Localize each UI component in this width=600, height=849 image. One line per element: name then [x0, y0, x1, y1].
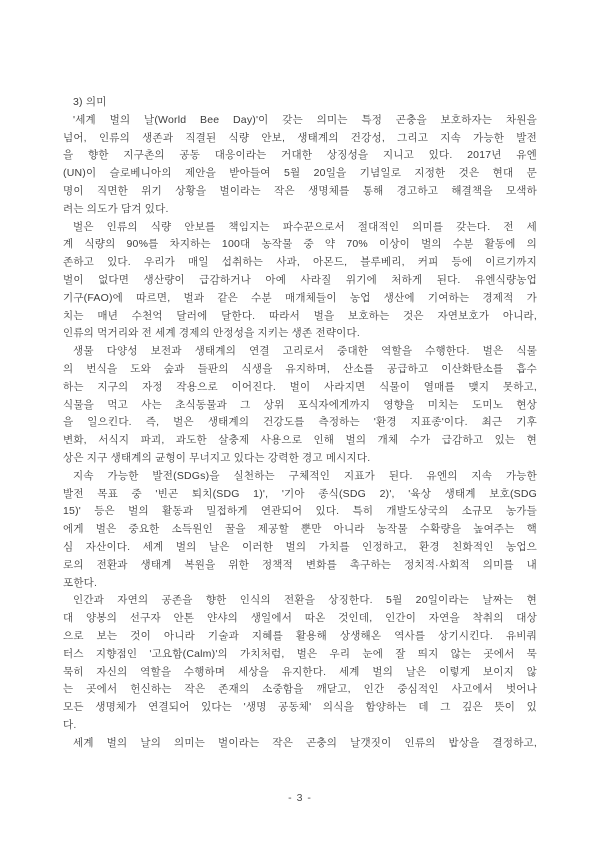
text-line: (UN)이 슬로베니아의 제안을 받아들여 5월 20일을 기념일로 지정한 것은 현대 문	[63, 167, 537, 180]
text-line: 하는 지구의 자정 작용으로 이어진다. 벌이 사라지면 식물이 열매를 맺지 못하고,	[63, 380, 537, 393]
text-line: 치는 매년 수천억 달러에 달한다. 따라서 벌을 보호하는 것은 자연보호가 아니라,	[63, 309, 537, 322]
text-line: 에게 벌은 중요한 소득원인 꿀을 제공할 뿐만 아니라 농작물 수확량을 높여주는 핵	[63, 523, 537, 536]
text-line: 터스 지향점인 '고요함(Calm)'의 가치처럼, 벌은 우리 눈에 잘 띄지 않는 곳에서 묵	[63, 647, 537, 660]
text-line: 지속 가능한 발전(SDGs)을 실천하는 구체적인 지표가 된다. 유엔의 지속 가능한	[73, 469, 537, 482]
text-line: 15)' 등은 벌의 활동과 밀접하게 연관되어 있다. 특히 개발도상국의 소규모 농가들	[63, 505, 537, 518]
text-line: 벌은 인류의 식량 안보를 책임지는 파수꾼으로서 절대적인 의미를 갖는다. 전 세	[73, 220, 537, 233]
text-line: 기구(FAO)에 따르면, 벌과 같은 수분 매개체들이 농업 생산에 기여하는 경제적 가	[63, 291, 537, 304]
paragraphs-container	[63, 112, 537, 753]
text-line: 포한다.	[63, 576, 98, 589]
text-line: 계 식량의 90%를 차지하는 100대 농작물 중 약 70% 이상이 벌의 수분 활동에 의	[63, 238, 537, 251]
text-line: 려는 의도가 담겨 있다.	[63, 202, 169, 215]
text-line: 생물 다양성 보전과 생태계의 연결 고리로서 중대한 역할을 수행한다. 벌은 식물	[73, 345, 537, 358]
text-line: 변화, 서식지 파괴, 과도한 살충제 사용으로 인해 벌의 개체 수가 급감하고 있는 현	[63, 434, 537, 447]
text-line: 을 향한 지구촌의 공동 대응이라는 거대한 상징성을 지니고 있다. 2017년 유엔	[63, 149, 537, 162]
text-line: 인간과 자연의 공존을 향한 인식의 전환을 상징한다. 5월 20일이라는 날짜는 현	[73, 594, 537, 607]
text-line: '세계 벌의 날(World Bee Day)'이 갖는 의미는 특정 곤충을 보호하자는 차원을	[73, 113, 537, 126]
text-line: 상은 지구 생태계의 균형이 무너지고 있다는 강력한 경고 메시지다.	[63, 451, 371, 464]
text-line: 명이 직면한 위기 상황을 벌이라는 작은 생명체를 통해 경고하고 해결책을 모색하	[63, 184, 537, 197]
text-line: 넘어, 인류의 생존과 직결된 식량 안보, 생태계의 건강성, 그리고 지속 가능한 발전	[63, 131, 537, 144]
text-line: 대 양봉의 선구자 안톤 얀샤의 생일에서 따온 것인데, 인간이 자연을 착취의 대상	[63, 612, 537, 625]
text-line: 발전 목표 중 '빈곤 퇴치(SDG 1)', '기아 종식(SDG 2)', '육상 생태계 보호(SDG	[63, 487, 537, 500]
text-line: 식물을 먹고 사는 초식동물과 그 상위 포식자에게까지 영향을 미치는 도미노 현상	[63, 398, 537, 411]
text-line: 인류의 먹거리와 전 세계 경제의 안정성을 지키는 생존 전략이다.	[63, 327, 360, 340]
text-line: 심 자산이다. 세계 벌의 날은 이러한 벌의 가치를 인정하고, 환경 친화적인 농업으	[63, 540, 537, 553]
text-line: 을 일으킨다. 즉, 벌은 생태계의 건강도를 측정하는 '환경 지표종'이다. 최근 기후	[63, 416, 537, 429]
page-number: - 3 -	[288, 792, 312, 804]
text-line: 세계 벌의 날의 의미는 벌이라는 작은 곤충의 날갯짓이 인류의 밥상을 결정하고,	[73, 736, 537, 749]
text-line: 묵히 자신의 역할을 수행하며 세상을 유지한다. 세계 벌의 날은 이렇게 보이지 않	[63, 665, 537, 678]
section-heading: 3) 의미	[73, 96, 107, 108]
text-line: 벌이 없다면 생산량이 급감하거나 아예 사라질 위기에 처하게 된다. 유엔식량농업	[63, 273, 537, 286]
text-line: 로의 전환과 생태계 복원을 위한 정책적 변화를 촉구하는 정치적·사회적 의미를 내	[63, 558, 537, 571]
text-line: 으로 보는 것이 아니라 기술과 지혜를 활용해 상생해온 역사를 상기시킨다. 유비쿼	[63, 629, 537, 642]
text-line: 존하고 있다. 우리가 매일 섭취하는 사과, 아몬드, 블루베리, 커피 등에 이르기까지	[63, 256, 537, 269]
body-text	[63, 94, 537, 752]
text-line: 모든 생명체가 연결되어 있다는 '생명 공동체' 의식을 함양하는 데 그 깊은 뜻이 있	[63, 701, 537, 714]
text-line: 는 곳에서 헌신하는 작은 존재의 소중함을 깨닫고, 인간 중심적인 사고에서 벗어나	[63, 683, 537, 696]
text-line: 의 번식을 도와 숲과 들판의 식생을 유지하며, 산소를 공급하고 이산화탄소를 흡수	[63, 362, 537, 375]
text-line: 다.	[63, 718, 77, 731]
